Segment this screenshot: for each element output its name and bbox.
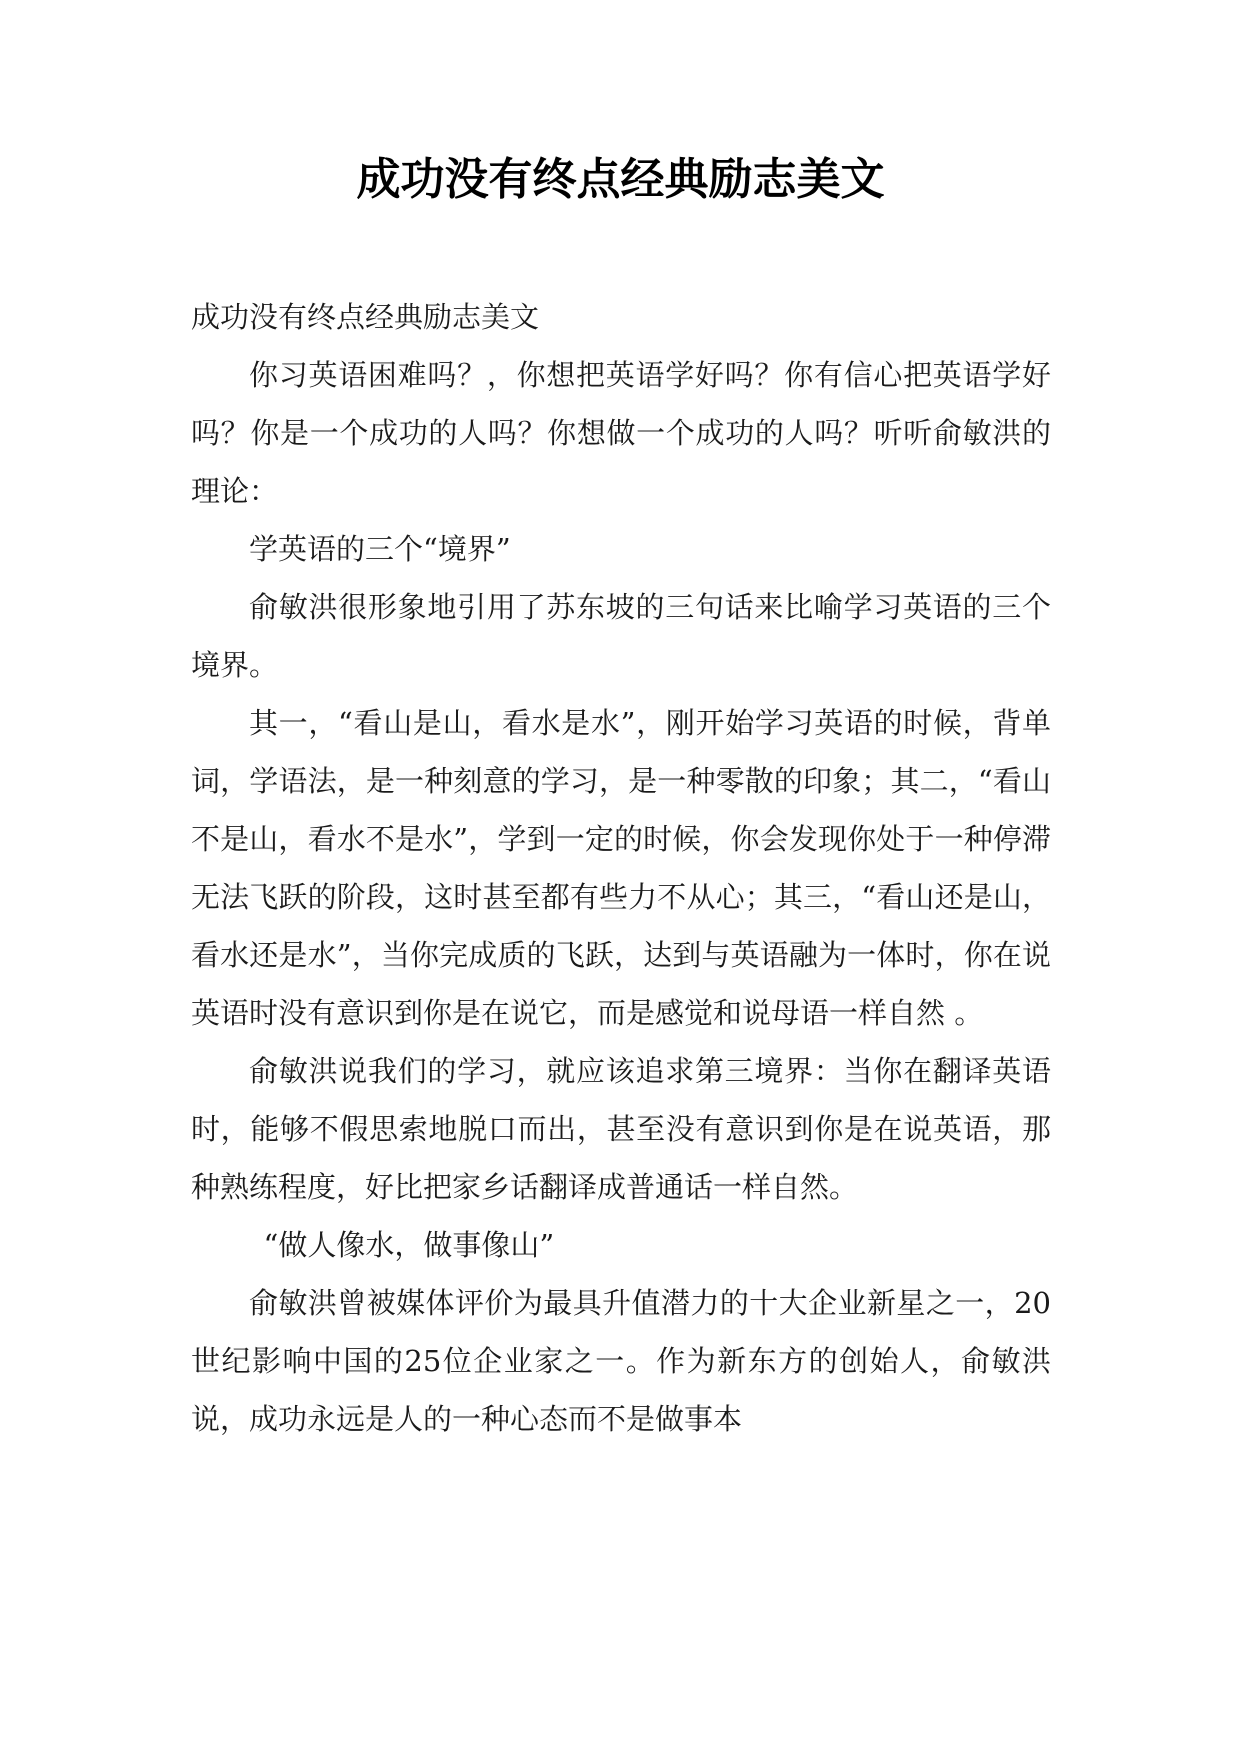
section-heading-water-mountain: “做人像水，做事像山” — [263, 1228, 555, 1262]
section-heading-three-realms: 学英语的三个“境界” — [249, 532, 511, 566]
paragraph-founder: 俞敏洪曾被媒体评价为最具升值潜力的十大企业新星之一，20世纪影响中国的25位企业家之一。作为新东方的创始人，俞敏洪说，成功永远是人的一种心态而不是做事本 — [191, 1286, 1051, 1436]
document-title: 成功没有终点经典励志美文 — [356, 154, 885, 205]
document-body — [191, 288, 1051, 1448]
paragraph-intro: 你习英语困难吗？，你想把英语学好吗？你有信心把英语学好吗？你是一个成功的人吗？你想做一个成功的人吗？听听俞敏洪的理论： — [191, 358, 1051, 508]
paragraph-realms-detail: 其一，“看山是山，看水是水”，刚开始学习英语的时候，背单词，学语法，是一种刻意的学习，是一种零散的印象；其二，“看山不是山，看水不是水”，学到一定的时候，你会发现你处于一种停滞无法飞跃的阶段，这时甚至都有些力不从心；其三，“看山还是山，看水还是水”，当你完成质的飞跃，达到与英语融为一体时，你在说英语时没有意识到你是在说它，而是感觉和说母语一样自然 。 — [191, 706, 1051, 1030]
paragraph-subtitle: 成功没有终点经典励志美文 — [191, 300, 540, 334]
paragraph-realms-intro: 俞敏洪很形象地引用了苏东坡的三句话来比喻学习英语的三个境界。 — [191, 590, 1051, 682]
paragraph-third-realm: 俞敏洪说我们的学习，就应该追求第三境界：当你在翻译英语时，能够不假思索地脱口而出，甚至没有意识到你是在说英语，那种熟练程度，好比把家乡话翻译成普通话一样自然。 — [191, 1054, 1051, 1204]
